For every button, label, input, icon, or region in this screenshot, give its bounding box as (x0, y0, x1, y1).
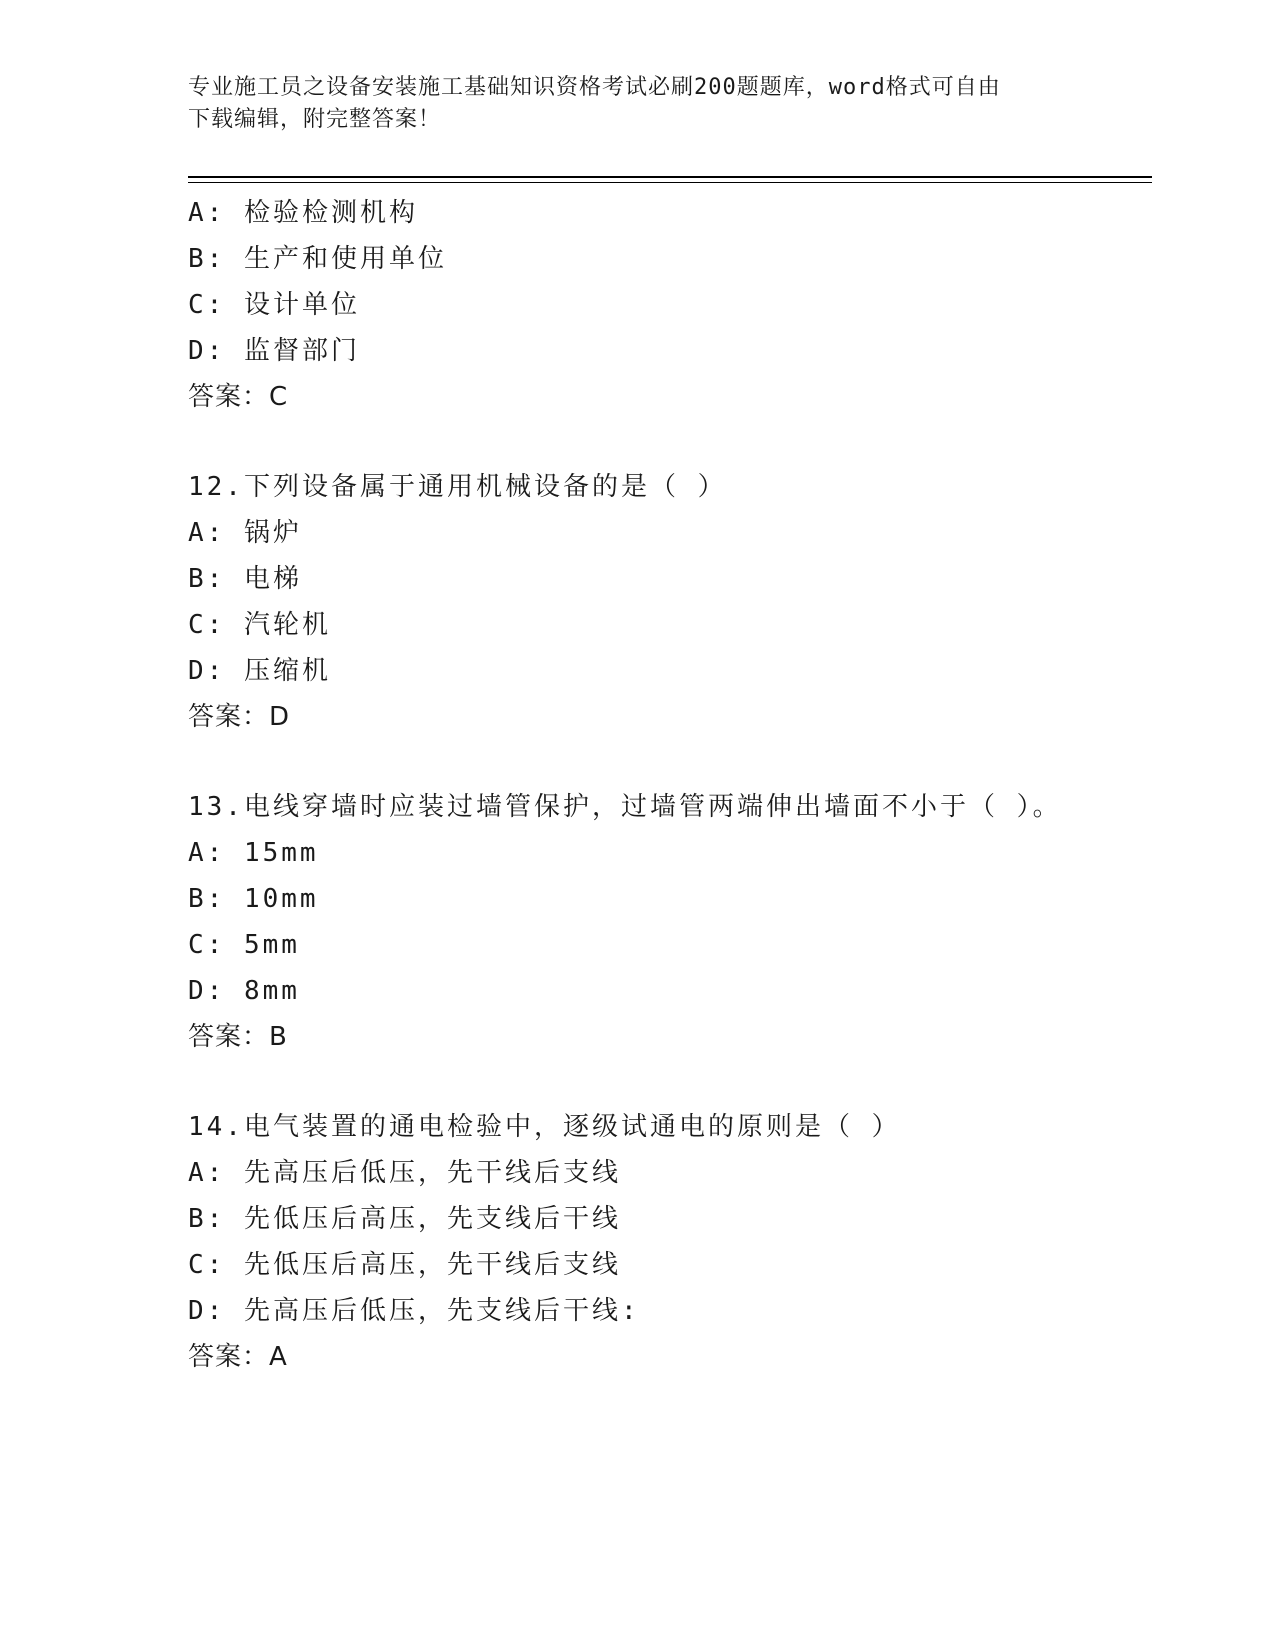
option-a: A: 15mm (188, 838, 319, 868)
header-divider-thin (188, 182, 1152, 183)
option-d: D: 监督部门 (188, 336, 360, 366)
question-block-prev (188, 190, 1152, 420)
option-b: B: 先低压后高压，先支线后干线 (188, 1204, 621, 1234)
answer-line: 答案：D (188, 702, 291, 732)
question-stem: 12.下列设备属于通用机械设备的是（ ） (188, 472, 727, 502)
option-d: D: 8mm (188, 976, 300, 1006)
question-block-14 (188, 1104, 1152, 1380)
option-b: B: 电梯 (188, 564, 302, 594)
header-divider-thick (188, 176, 1152, 178)
question-stem: 13.电线穿墙时应装过墙管保护，过墙管两端伸出墙面不小于（ ）。 (188, 792, 1062, 822)
header-line-2: 下载编辑，附完整答案！ (188, 107, 442, 132)
option-d: D: 压缩机 (188, 656, 331, 686)
question-block-13 (188, 784, 1152, 1060)
option-c: C: 先低压后高压，先干线后支线 (188, 1250, 621, 1280)
header-line-1: 专业施工员之设备安装施工基础知识资格考试必刷200题题库，word格式可自由 (188, 75, 1001, 100)
document-header (188, 72, 1088, 136)
option-d: D: 先高压后低压，先支线后干线: (188, 1296, 640, 1326)
answer-line: 答案：C (188, 382, 289, 412)
question-list (188, 190, 1152, 1380)
option-a: A: 检验检测机构 (188, 198, 418, 228)
option-b: B: 10mm (188, 884, 319, 914)
question-block-12 (188, 464, 1152, 740)
answer-line: 答案：A (188, 1342, 288, 1372)
option-a: A: 先高压后低压，先干线后支线 (188, 1158, 621, 1188)
question-stem: 14.电气装置的通电检验中，逐级试通电的原则是（ ） (188, 1112, 901, 1142)
option-c: C: 汽轮机 (188, 610, 331, 640)
option-a: A: 锅炉 (188, 518, 302, 548)
option-c: C: 设计单位 (188, 290, 360, 320)
option-c: C: 5mm (188, 930, 300, 960)
option-b: B: 生产和使用单位 (188, 244, 447, 274)
answer-line: 答案：B (188, 1022, 288, 1052)
